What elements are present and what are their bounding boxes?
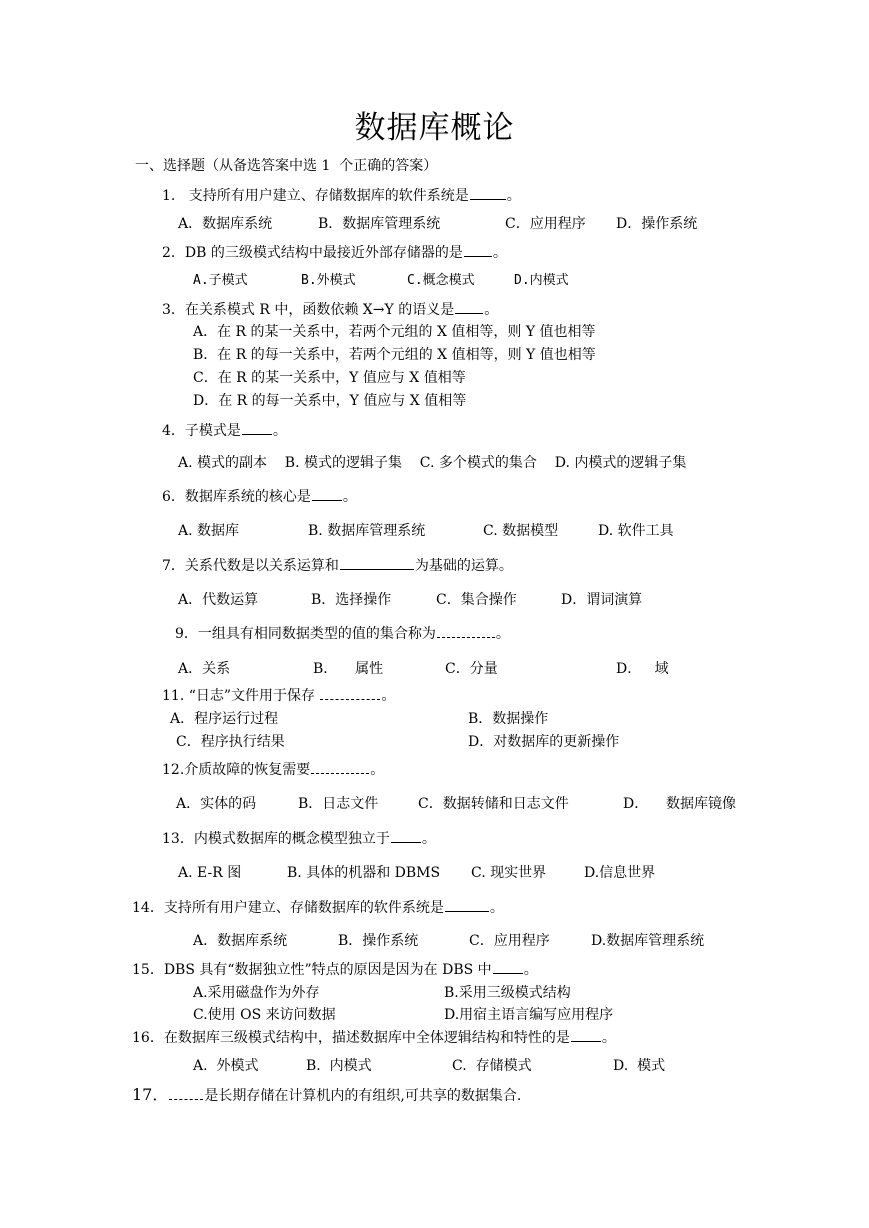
option-d: D．谓词演算 bbox=[561, 592, 643, 608]
question-12-text: 12.介质故障的恢复需要 bbox=[162, 762, 311, 778]
question-2-text: 2．DB 的三级模式结构中最接近外部存储器的是 bbox=[162, 245, 463, 261]
question-3 bbox=[162, 301, 498, 319]
question-9-text: 9．一组具有相同数据类型的值的集合称为 bbox=[175, 626, 436, 642]
option-d: D.信息世界 bbox=[584, 865, 656, 881]
option-d: D．在 R 的每一关系中，Y 值应与 X 值相等 bbox=[193, 393, 467, 409]
option-b: B．选择操作 bbox=[311, 592, 392, 608]
option-d: D. 软件工具 bbox=[598, 523, 674, 539]
question-1-text: 1. 支持所有用户建立、存储数据库的软件系统是 bbox=[162, 188, 469, 204]
question-4 bbox=[162, 422, 287, 440]
question-14 bbox=[132, 899, 504, 917]
option-b: B.采用三级模式结构 bbox=[444, 985, 571, 1001]
option-d: D.用宿主语言编写应用程序 bbox=[444, 1007, 614, 1023]
answer-blank bbox=[320, 687, 380, 700]
option-c: C．分量 bbox=[445, 661, 498, 677]
option-c: C．在 R 的某一关系中，Y 值应与 X 值相等 bbox=[193, 370, 466, 386]
question-13-end: 。 bbox=[421, 831, 436, 847]
option-d: D. 模式 bbox=[613, 1058, 666, 1074]
answer-blank bbox=[312, 488, 342, 501]
question-2 bbox=[162, 244, 507, 262]
question-12 bbox=[162, 761, 384, 779]
answer-blank bbox=[464, 244, 492, 257]
section-heading: 一、选择题（从备选答案中选 1 个正确的答案） bbox=[135, 158, 438, 174]
option-c: C．应用程序 bbox=[505, 216, 586, 232]
question-4-end: 。 bbox=[272, 423, 287, 439]
option-a: A．关系 bbox=[178, 661, 231, 677]
option-a: A. E-R 图 bbox=[178, 865, 242, 881]
question-11-end: 。 bbox=[381, 688, 396, 704]
option-b: B. 数据库管理系统 bbox=[308, 523, 426, 539]
question-14-text: 14．支持所有用户建立、存储数据库的软件系统是 bbox=[132, 900, 444, 916]
answer-blank bbox=[493, 961, 523, 974]
question-11 bbox=[162, 687, 395, 705]
option-b: B．数据操作 bbox=[468, 711, 549, 727]
question-7-text: 7．关系代数是以关系运算和 bbox=[162, 558, 339, 574]
option-c: C．程序执行结果 bbox=[176, 734, 285, 750]
option-c: C.使用 OS 来访问数据 bbox=[193, 1007, 336, 1023]
answer-blank bbox=[470, 187, 506, 200]
question-9-end: 。 bbox=[495, 626, 510, 642]
answer-blank bbox=[311, 761, 369, 774]
option-b: B.外模式 bbox=[301, 273, 356, 288]
option-a: A．在 R 的某一关系中，若两个元组的 X 值相等，则 Y 值也相等 bbox=[193, 324, 596, 340]
question-16-text: 16．在数据库三级模式结构中，描述数据库中全体逻辑结构和特性的是 bbox=[132, 1030, 570, 1046]
answer-blank bbox=[391, 830, 421, 843]
option-row: A. 模式的副本 B. 模式的逻辑子集 C. 多个模式的集合 D. 内模式的逻辑子集 bbox=[178, 455, 687, 471]
option-b: B. 内模式 bbox=[306, 1058, 372, 1074]
question-2-end: 。 bbox=[492, 245, 507, 261]
option-b: B. 具体的机器和 DBMS bbox=[287, 865, 441, 881]
question-17-number: 17． bbox=[132, 1085, 169, 1104]
question-7-end: 为基础的运算。 bbox=[414, 558, 513, 574]
question-12-end: 。 bbox=[370, 762, 385, 778]
answer-blank bbox=[437, 625, 495, 638]
option-d: D.内模式 bbox=[514, 273, 569, 288]
option-d: D．操作系统 bbox=[616, 216, 698, 232]
page-title: 数据库概论 bbox=[354, 110, 515, 146]
option-d: D． 域 bbox=[616, 661, 669, 677]
option-d: D．对数据库的更新操作 bbox=[468, 734, 620, 750]
answer-blank bbox=[242, 422, 272, 435]
question-14-end: 。 bbox=[489, 900, 504, 916]
option-a: A．代数运算 bbox=[178, 592, 259, 608]
option-c: C. 数据模型 bbox=[483, 523, 559, 539]
option-a: A．数据库系统 bbox=[178, 216, 273, 232]
answer-blank bbox=[571, 1029, 601, 1042]
question-11-text: 11. “日志”文件用于保存 bbox=[162, 688, 320, 704]
question-15 bbox=[132, 961, 538, 979]
option-c: C. 现实世界 bbox=[471, 865, 547, 881]
answer-blank bbox=[340, 557, 414, 570]
option-a: A.子模式 bbox=[193, 273, 248, 288]
option-b: B．在 R 的每一关系中，若两个元组的 X 值相等，则 Y 值也相等 bbox=[193, 347, 596, 363]
answer-blank bbox=[169, 1087, 203, 1100]
question-3-end: 。 bbox=[484, 302, 499, 318]
option-c: C. 存储模式 bbox=[452, 1058, 532, 1074]
option-b: B．数据库管理系统 bbox=[318, 216, 441, 232]
question-16 bbox=[132, 1029, 616, 1047]
option-a: A．实体的码 bbox=[176, 796, 257, 812]
option-d: D.数据库管理系统 bbox=[591, 933, 705, 949]
question-9 bbox=[175, 625, 510, 643]
option-a: A．数据库系统 bbox=[193, 933, 288, 949]
option-a: A．程序运行过程 bbox=[170, 711, 279, 727]
option-b: B．操作系统 bbox=[338, 933, 419, 949]
question-13-text: 13．内模式数据库的概念模型独立于 bbox=[162, 831, 390, 847]
question-1-end: 。 bbox=[506, 188, 521, 204]
question-17-text: 是长期存储在计算机内的有组织,可共享的数据集合. bbox=[204, 1088, 522, 1104]
option-c: C．数据转储和日志文件 bbox=[418, 796, 569, 812]
option-a: A. 数据库 bbox=[178, 523, 240, 539]
question-15-end: 。 bbox=[523, 962, 538, 978]
option-a: A. 外模式 bbox=[193, 1058, 259, 1074]
question-6-text: 6．数据库系统的核心是 bbox=[162, 489, 311, 505]
option-c: C．集合操作 bbox=[436, 592, 517, 608]
answer-blank bbox=[445, 899, 489, 912]
option-c: C．应用程序 bbox=[469, 933, 550, 949]
option-d: D． 数据库镜像 bbox=[623, 796, 737, 812]
option-a: A.采用磁盘作为外存 bbox=[193, 985, 320, 1001]
question-15-text: 15．DBS 具有“数据独立性”特点的原因是因为在 DBS 中 bbox=[132, 962, 492, 978]
option-c: C.概念模式 bbox=[407, 273, 475, 288]
question-7 bbox=[162, 557, 513, 575]
question-16-end: 。 bbox=[601, 1030, 616, 1046]
question-4-text: 4．子模式是 bbox=[162, 423, 241, 439]
question-17 bbox=[132, 1086, 521, 1105]
question-13 bbox=[162, 830, 436, 848]
question-1 bbox=[162, 187, 521, 205]
question-3-text: 3．在关系模式 R 中，函数依赖 X→Y 的语义是 bbox=[162, 302, 455, 318]
question-6 bbox=[162, 488, 357, 506]
option-b: B． 属性 bbox=[313, 661, 384, 677]
question-6-end: 。 bbox=[342, 489, 357, 505]
option-b: B．日志文件 bbox=[298, 796, 379, 812]
answer-blank bbox=[455, 301, 483, 314]
